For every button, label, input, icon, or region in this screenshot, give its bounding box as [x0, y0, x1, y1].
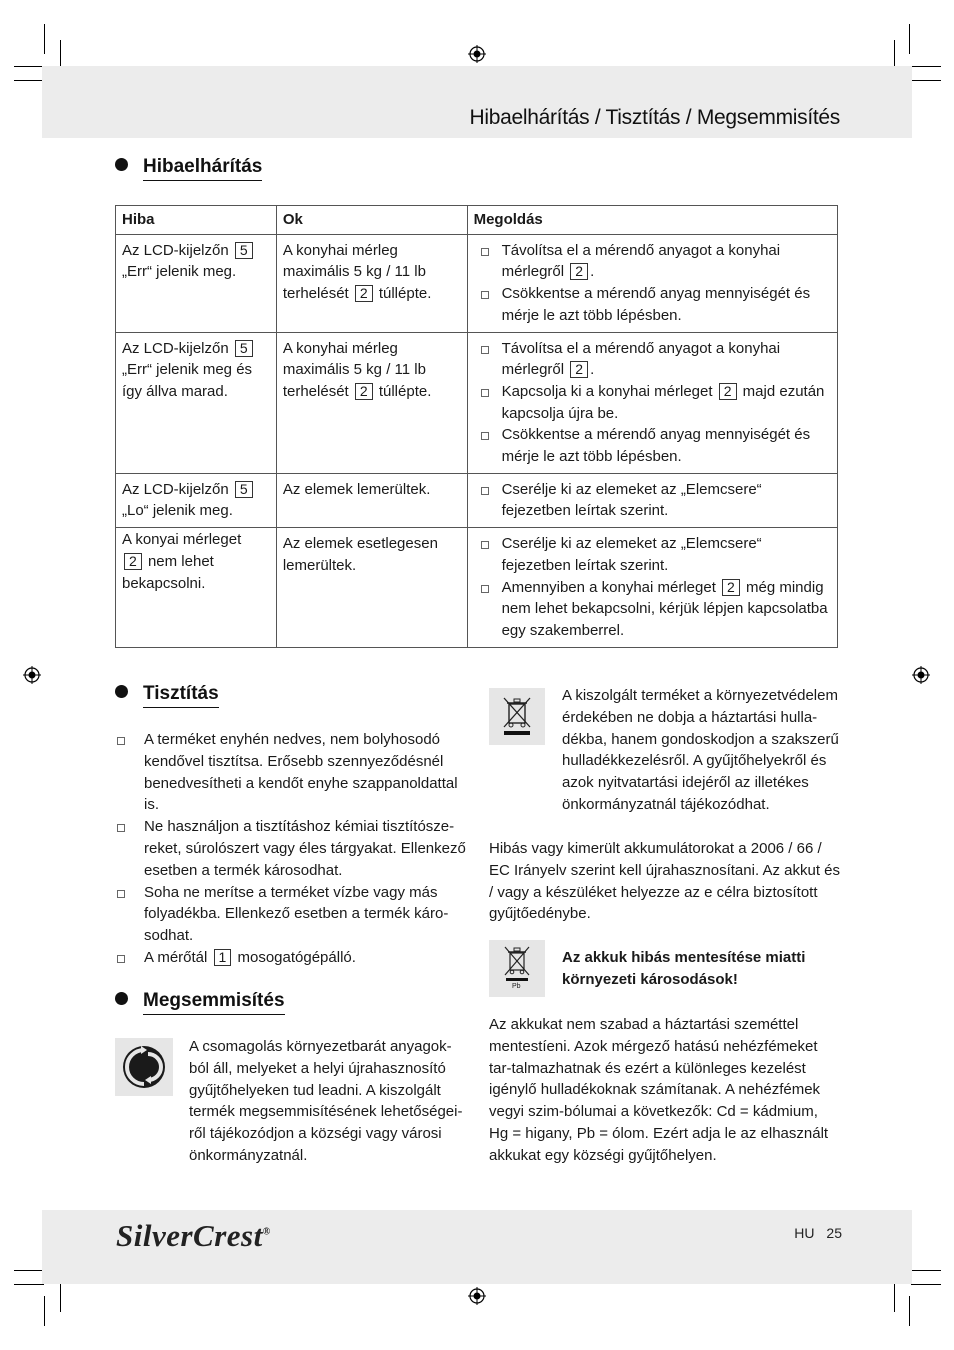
brand-logo: SilverCrest®	[116, 1218, 271, 1253]
cleaning-heading: Tisztítás	[115, 683, 219, 705]
table-cell: Az elemek lemerültek.	[276, 473, 467, 527]
list-item: Csökkentse a mérendő anyag mennyiségét és mérje le azt több lépésben.	[474, 424, 832, 467]
table-cell: A konyhai mérleg maximális 5 kg / 11 lb terhelését 2 túllépte.	[276, 332, 467, 473]
registration-mark-icon	[23, 666, 41, 684]
list-item: A terméket enyhén nedves, nem bolyhosodó kendővel tisztítsa. Erősebb szennyeződésnél benedvesítheti a kendőt enyhe szappanoldattal is.	[116, 729, 466, 816]
registration-mark-icon	[468, 1287, 486, 1305]
list-item: Cserélje ki az elemeket az „Elemcsere“ fejezetben leírtak szerint.	[474, 479, 832, 522]
part-number: 2	[124, 553, 142, 570]
table-cell: Az LCD-kijelzőn 5 „Lo“ jelenik meg.	[116, 473, 277, 527]
disposal-heading: Megsemmisítés	[115, 990, 285, 1012]
table-cell	[467, 234, 837, 332]
heavy-metals-text: Az akkukat nem szabad a háztartási szeméttel mentestíeni. Azok mérgező hatású nehézfémeket tar-talmazhatnak és ezért a különleges kezelést igénylő hulladékoknak számítanak. A nehézfémek vegyi szim-bólumai a következők: Cd = kádmium, Hg = higany, Pb = ólom. Ezért adja le az elhasznált akkukat egy községi gyűjtőhelyen.	[489, 1016, 829, 1164]
table-cell	[467, 332, 837, 473]
column-header: Megoldás	[467, 206, 837, 235]
bullet-dot-icon	[115, 992, 128, 1005]
part-number: 2	[355, 285, 373, 302]
list-item: Csökkentse a mérendő anyag mennyiségét és mérje le azt több lépésben.	[474, 283, 832, 326]
part-number: 2	[355, 383, 373, 400]
table-row	[116, 528, 838, 648]
part-number: 2	[570, 361, 588, 378]
table-row	[116, 473, 838, 527]
crop-mark	[44, 24, 45, 54]
part-number: 5	[235, 242, 253, 259]
crossed-bin-icon	[489, 688, 545, 745]
green-dot-box	[115, 1038, 173, 1096]
page-info	[794, 1225, 842, 1241]
registration-mark-icon	[468, 45, 486, 63]
table-cell	[467, 528, 837, 648]
crop-mark	[14, 80, 44, 81]
table-cell	[467, 473, 837, 527]
crop-mark	[894, 1282, 895, 1312]
battery-directive-text: Hibás vagy kimerült akkumulátorokat a 2006 / 66 / EC Irányelv szerint kell újrahasznosítani. Az akkut és / vagy a készüléket helyezze az e célra biztosított gyűjtőedénybe.	[489, 840, 840, 923]
table-cell: Az elemek esetlegesen lemerültek.	[276, 528, 467, 648]
column-header: Ok	[276, 206, 467, 235]
table-cell: A konyai mérleget 2 nem lehet bekapcsolni.	[116, 528, 277, 648]
list-item: Soha ne merítse a terméket vízbe vagy más folyadékba. Ellenkező esetben a termék káro-sodhat.	[116, 882, 466, 947]
battery-warning: Az akkuk hibás mentesítése miatti környezeti károsodások!	[562, 949, 806, 988]
column-header: Hiba	[116, 206, 277, 235]
list-item: Távolítsa el a mérendő anyagot a konyhai mérlegről 2 .	[474, 240, 832, 283]
weee-box	[489, 688, 545, 745]
crop-mark	[60, 1282, 61, 1312]
table-cell: Az LCD-kijelzőn 5 „Err“ jelenik meg és így állva marad.	[116, 332, 277, 473]
cleaning-list	[116, 729, 466, 969]
table-row	[116, 234, 838, 332]
troubleshooting-heading: Hibaelhárítás	[115, 156, 262, 178]
part-number: 2	[722, 579, 740, 596]
list-item: A mérőtál 1 mosogatógépálló.	[116, 947, 466, 969]
crop-mark	[14, 1284, 44, 1285]
list-item: Amennyiben a konyhai mérleget 2 még mindig nem lehet bekapcsolni, kérjük lépjen kapcsolatba egy szakemberrel.	[474, 577, 832, 642]
battery-weee-box	[489, 940, 545, 997]
registration-mark-icon	[912, 666, 930, 684]
bullet-dot-icon	[115, 158, 128, 171]
part-number: 5	[235, 481, 253, 498]
weee-text: A kiszolgált terméket a környezetvédelem érdekében ne dobja a háztartási hulla-dékba, hanem gondoskodjon a szakszerű hulladékkezelésről. A gyűjtőhelyekről és azok nyitvatartási idejéről az illetékes önkormányzatnál tájékozódhat.	[562, 687, 839, 813]
table-cell: A konyhai mérleg maximális 5 kg / 11 lb terhelését 2 túllépte.	[276, 234, 467, 332]
table-header-row	[116, 206, 838, 235]
table-cell: Az LCD-kijelzőn 5 „Err“ jelenik meg.	[116, 234, 277, 332]
crop-mark	[44, 1296, 45, 1326]
part-number: 2	[570, 263, 588, 280]
table-row	[116, 332, 838, 473]
troubleshooting-table	[115, 205, 838, 648]
bullet-dot-icon	[115, 685, 128, 698]
crop-mark	[911, 66, 941, 67]
crop-mark	[911, 1270, 941, 1271]
part-number: 5	[235, 340, 253, 357]
crop-mark	[911, 80, 941, 81]
language-code: HU	[794, 1225, 815, 1241]
list-item: Kapcsolja ki a konyhai mérleget 2 majd ezután kapcsolja újra be.	[474, 381, 832, 424]
part-number: 2	[719, 383, 737, 400]
crop-mark	[14, 1270, 44, 1271]
crop-mark	[911, 1284, 941, 1285]
list-item: Cserélje ki az elemeket az „Elemcsere“ fejezetben leírtak szerint.	[474, 533, 832, 576]
pb-label: Pb	[512, 983, 521, 990]
list-item: Távolítsa el a mérendő anyagot a konyhai mérlegről 2 .	[474, 338, 832, 381]
green-dot-recycling-icon	[115, 1038, 173, 1096]
page-title: Hibaelhárítás / Tisztítás / Megsemmisítés	[469, 106, 840, 129]
crop-mark	[14, 66, 44, 67]
crop-mark	[909, 1296, 910, 1326]
list-item: Ne használjon a tisztításhoz kémiai tisztítósze-reket, súrolószert vagy éles tárgyakat. Ellenkező esetben a termék károsodhat.	[116, 816, 466, 881]
packaging-text: A csomagolás környezetbarát anyagok-ból áll, melyeket a helyi újrahasznosító gyűjtőhelyeken tud leadni. A kiszolgált termék megsemmisítésének lehetőségei-ről tájékozódjon a községi vagy városi önkormányzatnál.	[189, 1038, 463, 1164]
crop-mark	[909, 24, 910, 54]
page-number: 25	[826, 1225, 842, 1241]
part-number: 1	[214, 949, 232, 966]
